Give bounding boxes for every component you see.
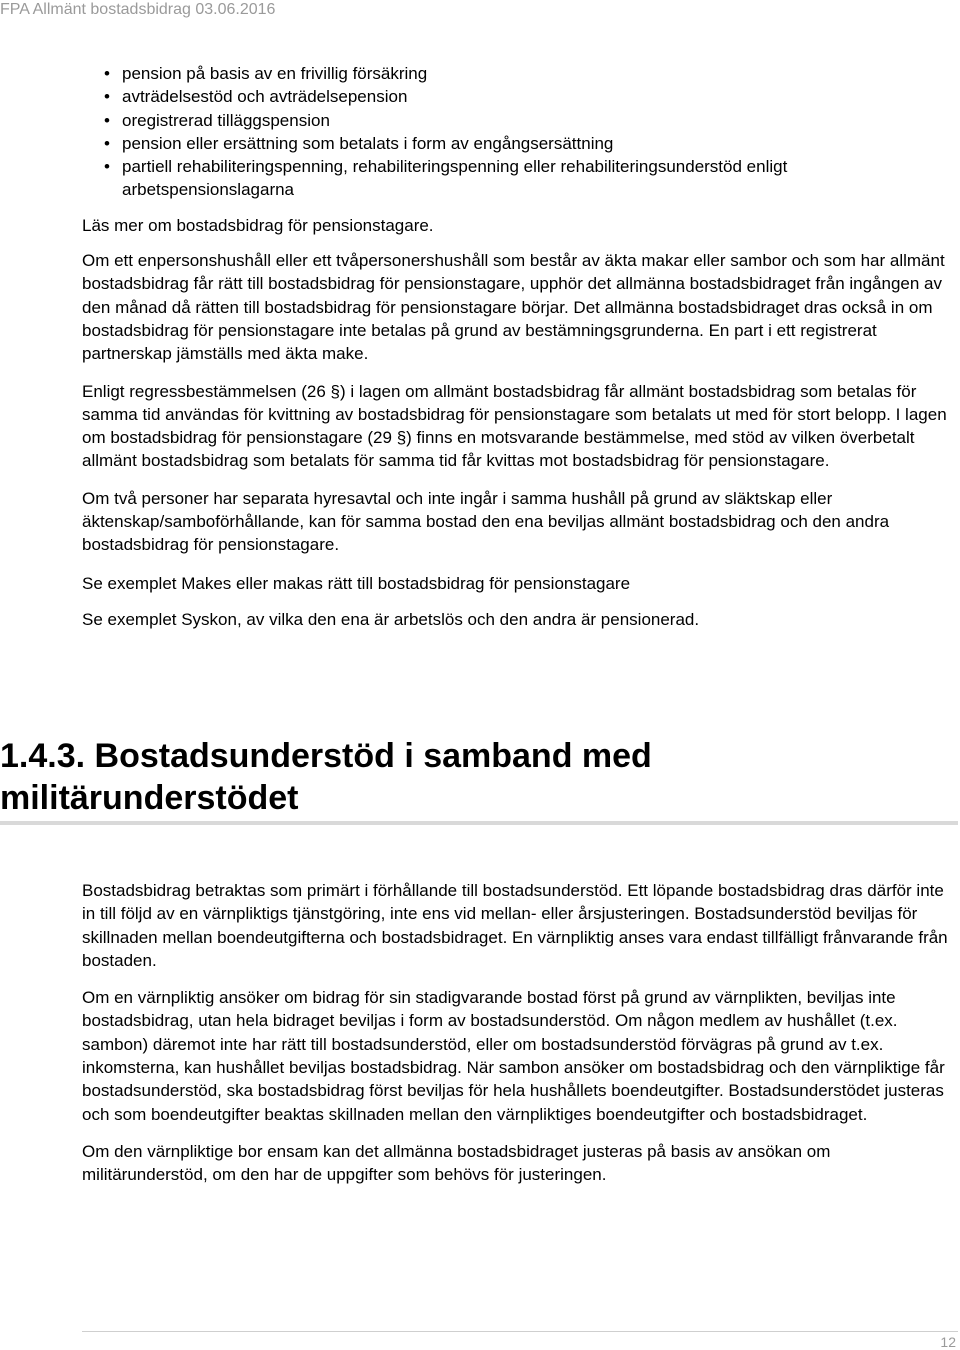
read-more-link[interactable]: Läs mer om bostadsbidrag för pensionstagare.	[82, 215, 434, 235]
bullet-icon: •	[104, 110, 110, 130]
bullet-icon: •	[104, 64, 110, 83]
pension-bullet-list	[82, 62, 958, 202]
list-item-text: pension eller ersättning som betalats i form av engångsersättning	[122, 133, 614, 153]
list-item	[82, 132, 958, 155]
list-item	[82, 109, 958, 132]
bullet-icon: •	[104, 87, 110, 107]
bullet-icon: •	[104, 133, 110, 153]
section-title	[0, 735, 958, 819]
paragraph: Bostadsbidrag betraktas som primärt i förhållande till bostadsunderstöd. Ett löpande bostadsbidrag dras därför inte in till följd av en värnpliktigs tjänstgöring, inte ens vid mellan- eller årsjusteringen. Bostadsunderstöd beviljas för skillnaden mellan boendeutgifterna och bostadsbidraget. En värnpliktig anses vara endast tillfälligt frånvarande från bostaden.	[82, 881, 948, 970]
list-item-text: partiell rehabiliteringspenning, rehabiliteringspenning eller rehabiliteringsunderstöd enligt arbetspensionslagarna	[122, 157, 788, 200]
list-item-text: oregistrerad tilläggspension	[122, 110, 330, 130]
paragraph: Om ett enpersonshushåll eller ett tvåpersonershushåll som består av äkta makar eller sambor och som har allmänt bostadsbidrag får rätt till bostadsbidrag för pensionstagare, upphör det allmänna bostadsbidraget från ingången av den månad då rätten till bostadsbidrag för pensionstagare börjar. Det allmänna bostadsbidraget dras också in om bostadsbidrag för pensionstagare inte betalas på grund av bestämningsgrunderna. En part i ett registrerat partnerskap jämställs med äkta make.	[82, 251, 945, 364]
page-number: 12	[940, 1334, 956, 1350]
main-content	[82, 62, 958, 631]
list-item-text: pension på basis av en frivillig försäkring	[122, 64, 428, 83]
section-title-line1: 1.4.3. Bostadsunderstöd i samband med	[0, 737, 652, 775]
paragraph: Enligt regressbestämmelsen (26 §) i lagen om allmänt bostadsbidrag får allmänt bostadsbidrag som betalas för samma tid användas för kvittning av bostadsbidrag för pensionstagare som betalats ut med för stort belopp. I lagen om bostadsbidrag för pensionstagare (29 §) finns en motsvarande bestämmelse, med stöd av vilken överbetalt allmänt bostadsbidrag som betalats för samma tid får kvittas mot bostadsbidrag för pensionstagare.	[82, 381, 947, 471]
section-content	[82, 879, 958, 1187]
running-header: FPA Allmänt bostadsbidrag 03.06.2016	[0, 1, 276, 18]
section-heading	[0, 735, 958, 825]
list-item	[82, 85, 958, 108]
heading-divider	[0, 821, 958, 825]
footer-divider	[82, 1331, 958, 1332]
example-link-makes[interactable]: Se exemplet Makes eller makas rätt till bostadsbidrag för pensionstagare	[82, 573, 631, 593]
paragraph: Om den värnpliktige bor ensam kan det allmänna bostadsbidraget justeras på basis av ansökan om militärunderstöd, om den har de uppgifter som behövs för justeringen.	[82, 1141, 831, 1185]
example-link-syskon[interactable]: Se exemplet Syskon, av vilka den ena är arbetslös och den andra är pensionerad.	[82, 609, 700, 629]
list-item-text: avträdelsestöd och avträdelsepension	[122, 87, 408, 107]
list-item	[82, 155, 958, 202]
section-title-line2: militärunderstödet	[0, 779, 299, 817]
paragraph: Om två personer har separata hyresavtal och inte ingår i samma hushåll på grund av släktskap eller äktenskap/samboförhållande, kan för samma bostad den ena beviljas allmänt bostadsbidrag och den andra bostadsbidrag för pensionstagare.	[82, 488, 890, 555]
paragraph: Om en värnpliktig ansöker om bidrag för sin stadigvarande bostad först på grund av värnplikten, beviljas inte bostadsbidrag, utan hela bidraget beviljas i form av bostadsunderstöd. Om någon medlem av hushållet (t.ex. sambon) däremot inte har rätt till bostadsunderstöd, eller om bostadsunderstöd förvägras på grund av t.ex. inkomsterna, kan hushållet beviljas bostadsbidrag. När sambon ansöker om bostadsbidrag och den värnpliktige får bostadsunderstöd, ska bostadsbidrag först beviljas för hela hushållets boendeutgifter. Bostadsunderstödet justeras och som boendeutgifter beaktas skillnaden mellan den värnpliktiges boendeutgifter och bostadsbidraget.	[82, 988, 945, 1124]
bullet-icon: •	[104, 157, 110, 177]
list-item	[82, 62, 958, 85]
